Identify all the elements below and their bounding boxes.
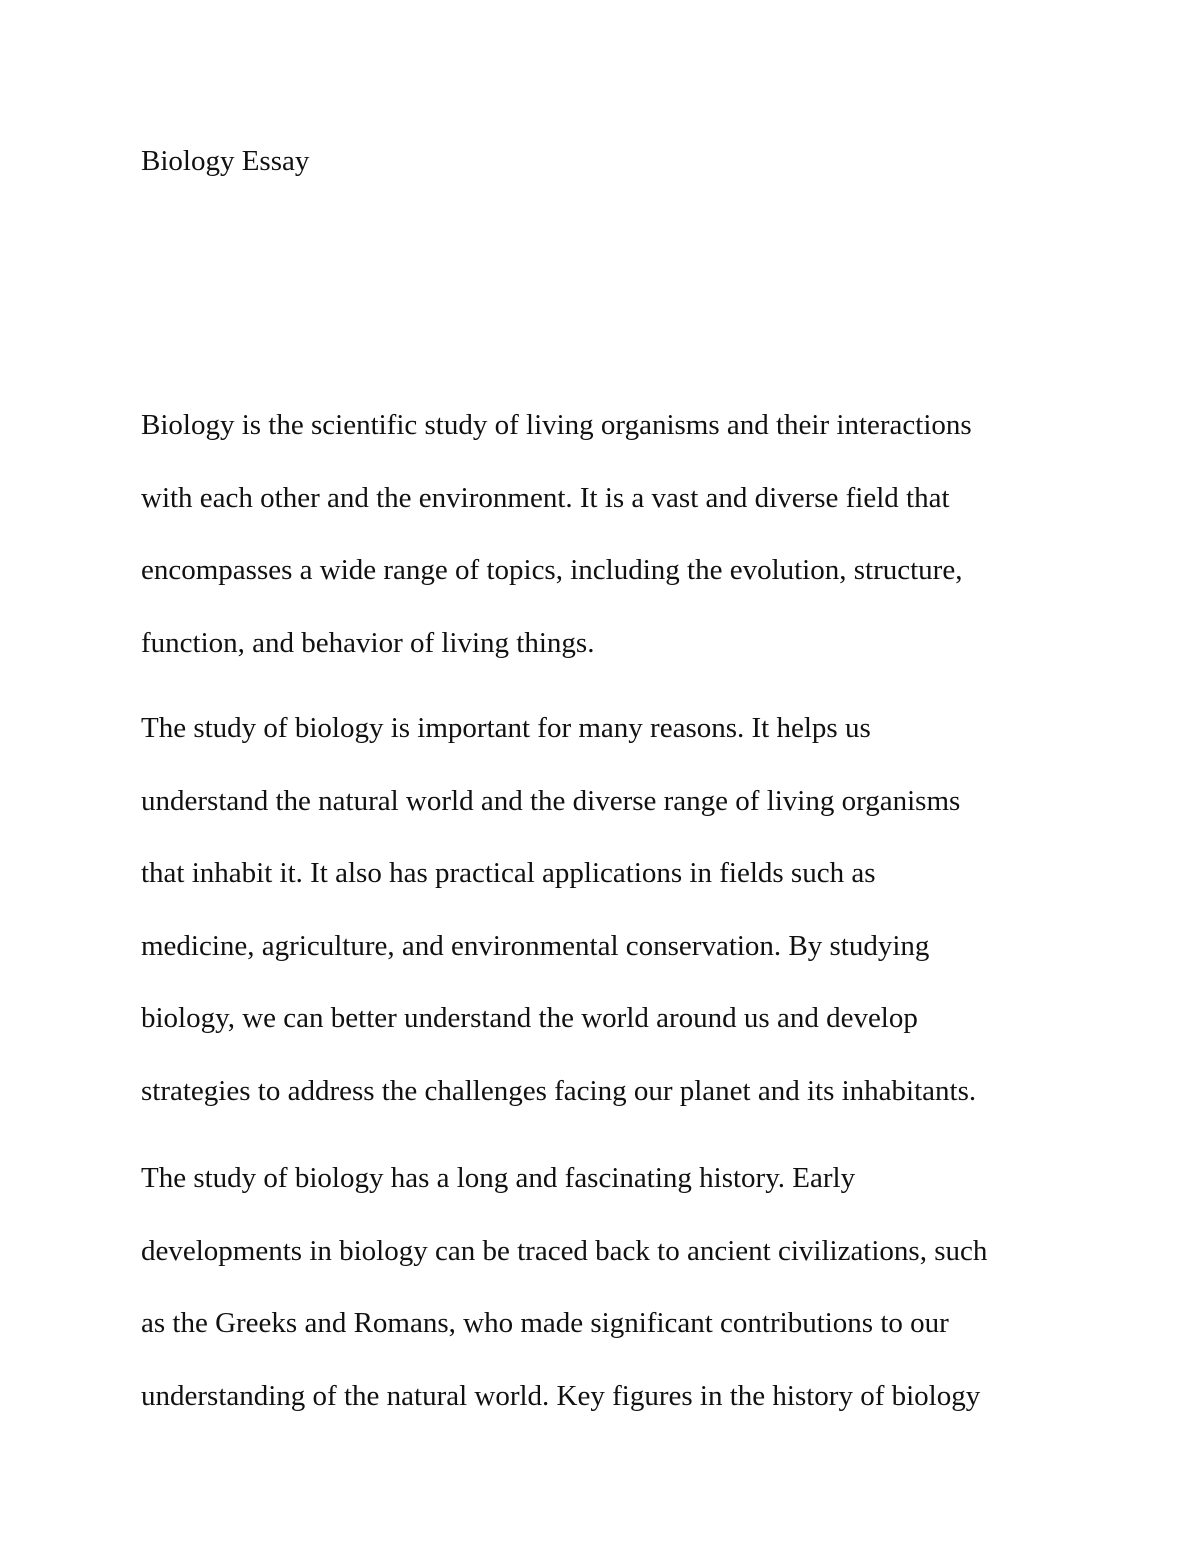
paragraph-line: medicine, agriculture, and environmental conservation. By studying <box>141 929 930 962</box>
paragraph-line: that inhabit it. It also has practical applications in fields such as <box>141 857 876 889</box>
paragraph-line: Biology is the scientific study of living organisms and their interactions <box>141 409 972 441</box>
paragraph-line: understand the natural world and the diverse range of living organisms <box>141 784 961 817</box>
paragraph-line: The study of biology is important for many reasons. It helps us <box>141 712 871 744</box>
paragraph-line: The study of biology has a long and fascinating history. Early <box>141 1162 856 1194</box>
paragraph-2 <box>141 710 976 1145</box>
paragraph-line: developments in biology can be traced back to ancient civilizations, such <box>141 1234 988 1267</box>
document-title: Biology Essay <box>141 145 310 177</box>
paragraph-1 <box>141 407 972 697</box>
paragraph-line: function, and behavior of living things. <box>141 626 595 659</box>
paragraph-line: understanding of the natural world. Key figures in the history of biology <box>141 1379 981 1412</box>
paragraph-line: strategies to address the challenges facing our planet and its inhabitants. <box>141 1074 977 1107</box>
paragraph-line: biology, we can better understand the world around us and develop <box>141 1002 918 1034</box>
paragraph-line: as the Greeks and Romans, who made significant contributions to our <box>141 1307 949 1339</box>
paragraph-3 <box>141 1160 987 1450</box>
paragraph-line: encompasses a wide range of topics, including the evolution, structure, <box>141 554 963 586</box>
paragraph-line: with each other and the environment. It is a vast and diverse field that <box>141 481 950 514</box>
